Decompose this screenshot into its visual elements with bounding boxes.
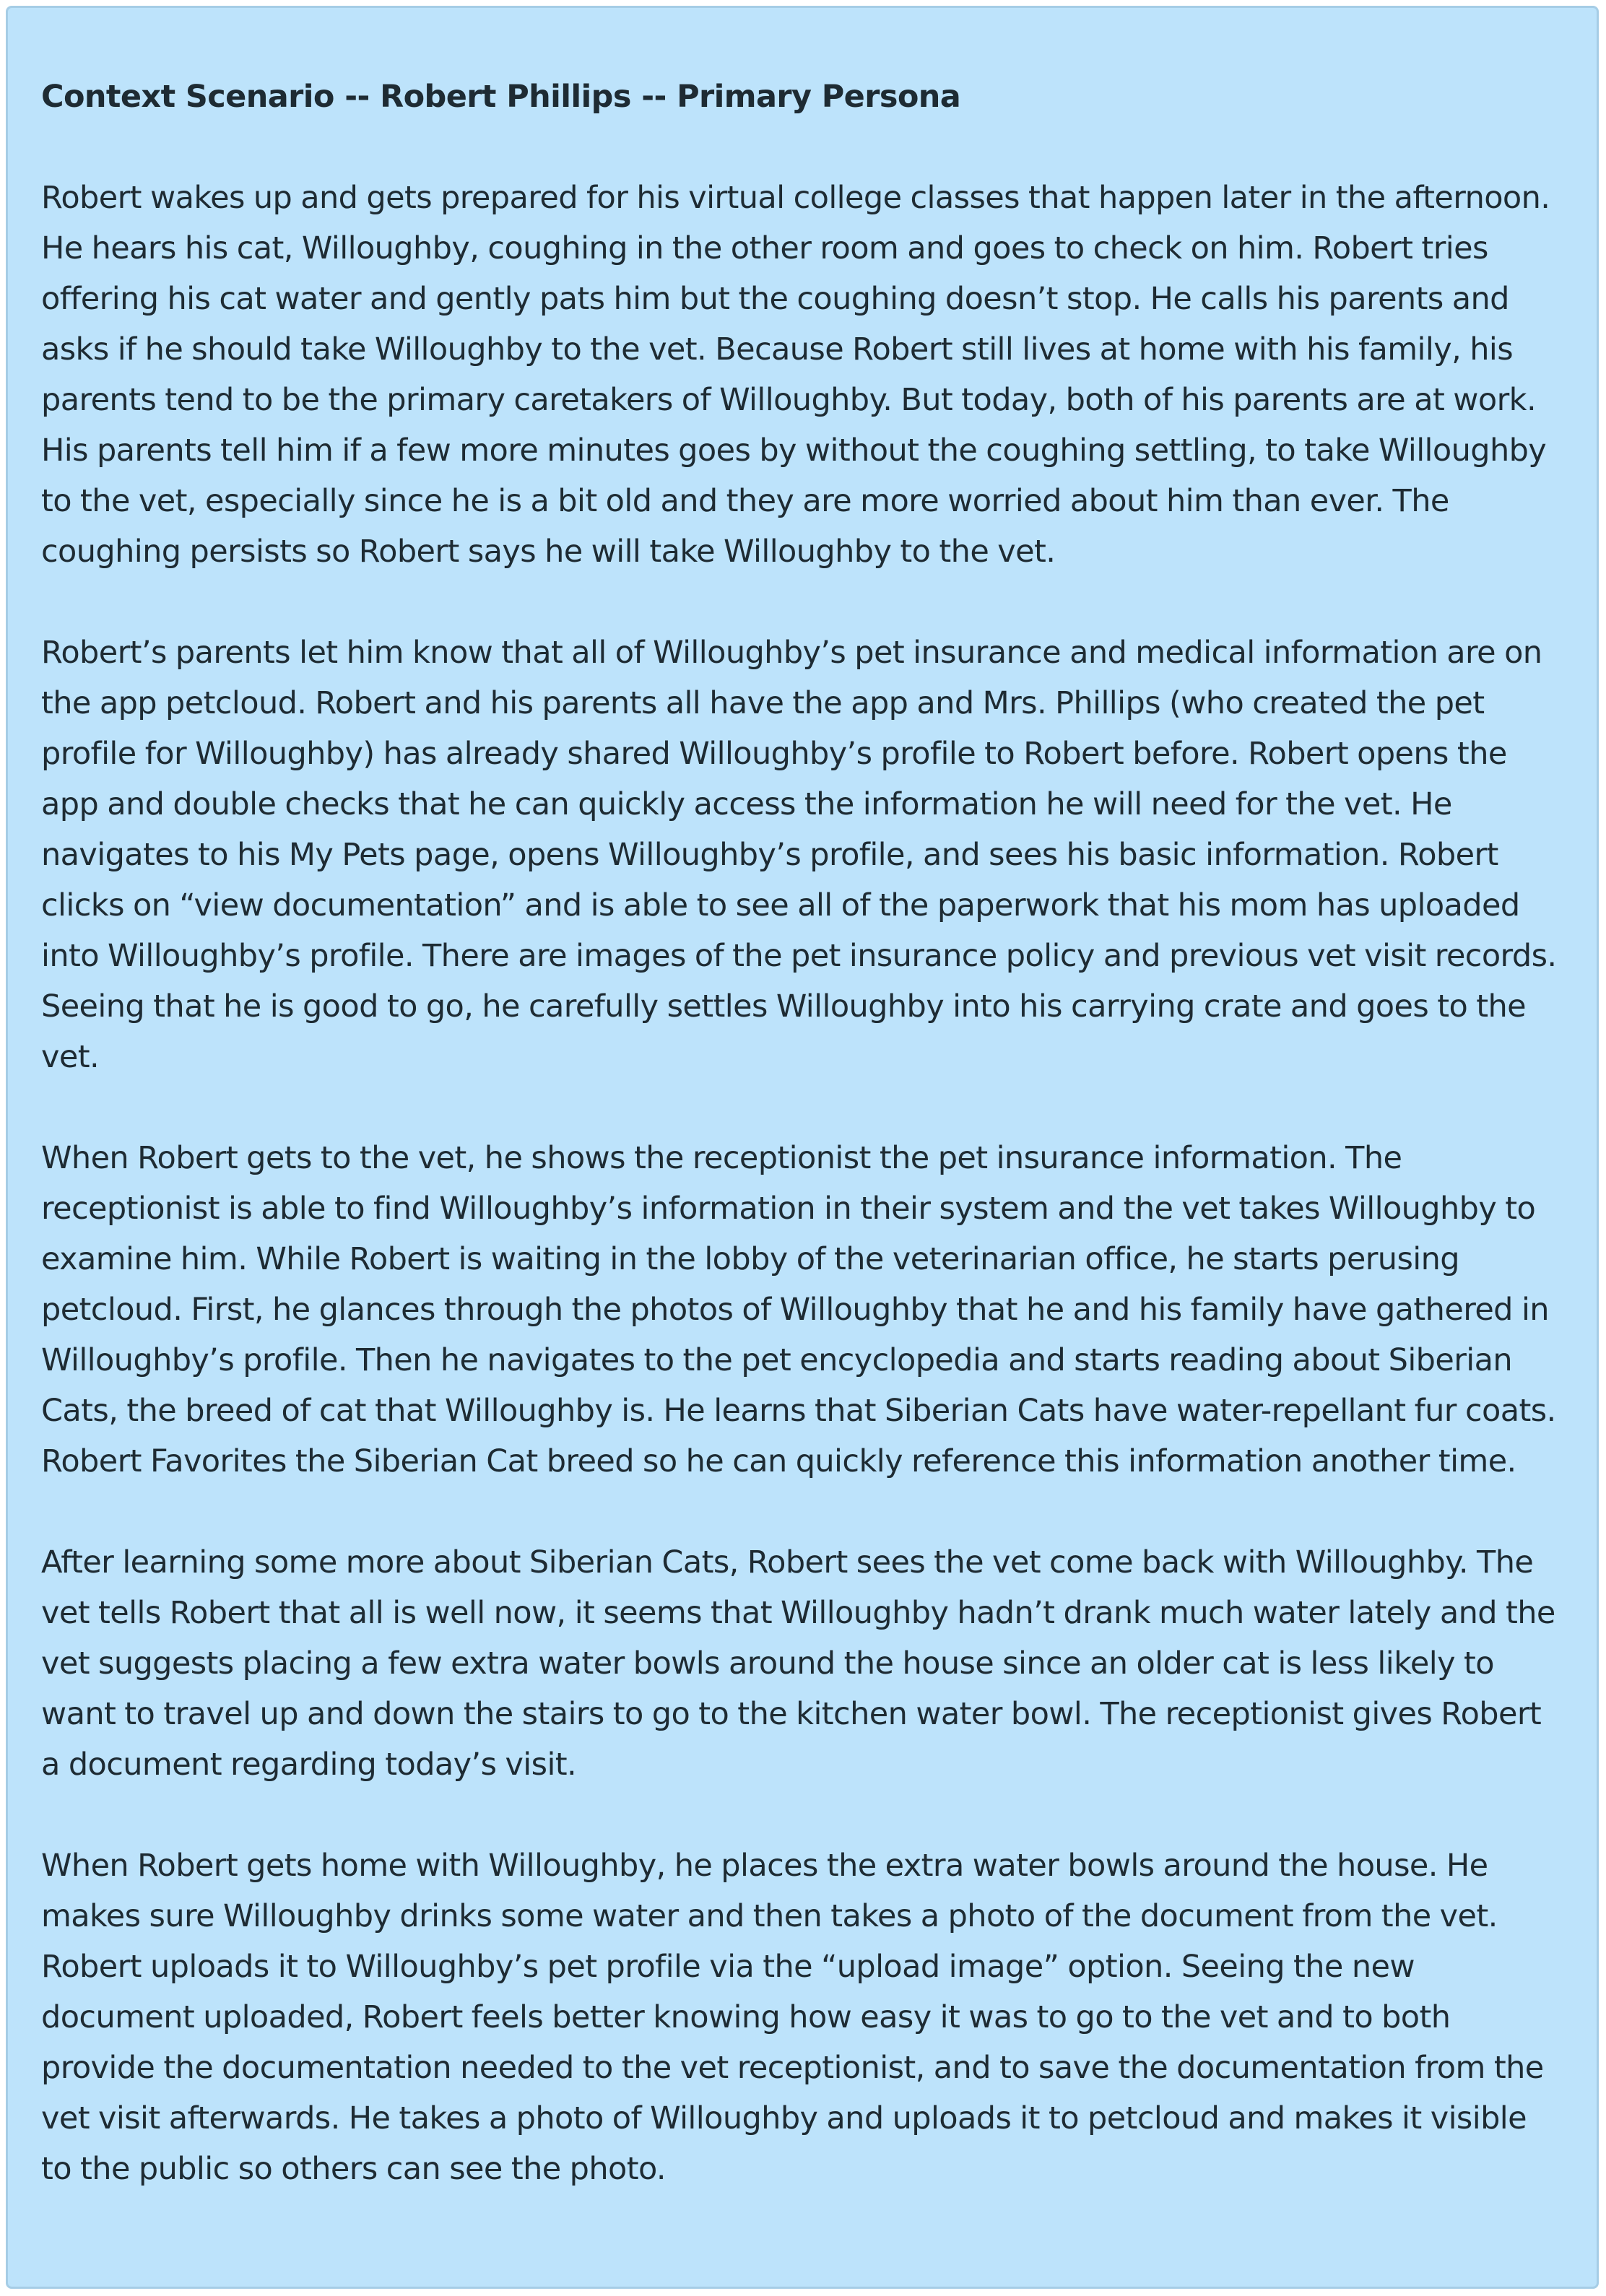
scenario-card: [6, 6, 1599, 2289]
paragraph-waking-up: Robert wakes up and gets prepared for his virtual college classes that happen later in the afternoon. He hears his cat, Willoughby, coughing in the other room and goes to check on him. Robert tries offering his cat water and gently pats him but the coughing doesn’t stop. He calls his parents and asks if he should take Willoughby to the vet. Because Robert still lives at home with his family, his parents tend to be the primary caretakers of Willoughby. But today, both of his parents are at work. His parents tell him if a few more minutes goes by without the coughing settling, to take Willoughby to the vet, especially since he is a bit old and they are more worried about him than ever. The coughing persists so Robert says he will take Willoughby to the vet.: [41, 180, 1550, 570]
paragraph-at-the-vet: When Robert gets to the vet, he shows the receptionist the pet insurance information. The receptionist is able to find Willoughby’s information in their system and the vet takes Willoughby to examine him. While Robert is waiting in the lobby of the veterinarian office, he starts perusing petcloud. First, he glances through the photos of Willoughby that he and his family have gathered in Willoughby’s profile. Then he navigates to the pet encyclopedia and starts reading about Siberian Cats, the breed of cat that Willoughby is. He learns that Siberian Cats have water-repellant fur coats. Robert Favorites the Siberian Cat breed so he can quickly reference this information another time.: [41, 1140, 1556, 1479]
paragraph-petcloud-app: Robert’s parents let him know that all of Willoughby’s pet insurance and medical information are on the app petcloud. Robert and his parents all have the app and Mrs. Phillips (who created the pet profile for Willoughby) has already shared Willoughby’s profile to Robert before. Robert opens the app and double checks that he can quickly access the information he will need for the vet. He navigates to his My Pets page, opens Willoughby’s profile, and sees his basic information. Robert clicks on “view documentation” and is able to see all of the paperwork that his mom has uploaded into Willoughby’s profile. There are images of the pet insurance policy and previous vet visit records. Seeing that he is good to go, he carefully settles Willoughby into his carrying crate and goes to the vet.: [41, 635, 1557, 1075]
paragraph-vet-diagnosis: After learning some more about Siberian Cats, Robert sees the vet come back with Willoughby. The vet tells Robert that all is well now, it seems that Willoughby hadn’t drank much water lately and the vet suggests placing a few extra water bowls around the house since an older cat is less likely to want to travel up and down the stairs to go to the kitchen water bowl. The receptionist gives Robert a document regarding today’s visit.: [41, 1544, 1555, 1783]
scenario-title: Context Scenario -- Robert Phillips -- Primary Persona: [41, 79, 961, 115]
paragraph-back-home: When Robert gets home with Willoughby, he places the extra water bowls around the house. He makes sure Willoughby drinks some water and then takes a photo of the document from the vet. Robert uploads it to Willoughby’s pet profile via the “upload image” option. Seeing the new document uploaded, Robert feels better knowing how easy it was to go to the vet and to both provide the documentation needed to the vet receptionist, and to save the documentation from the vet visit afterwards. He takes a photo of Willoughby and uploads it to petcloud and makes it visible to the public so others can see the photo.: [41, 1848, 1544, 2187]
